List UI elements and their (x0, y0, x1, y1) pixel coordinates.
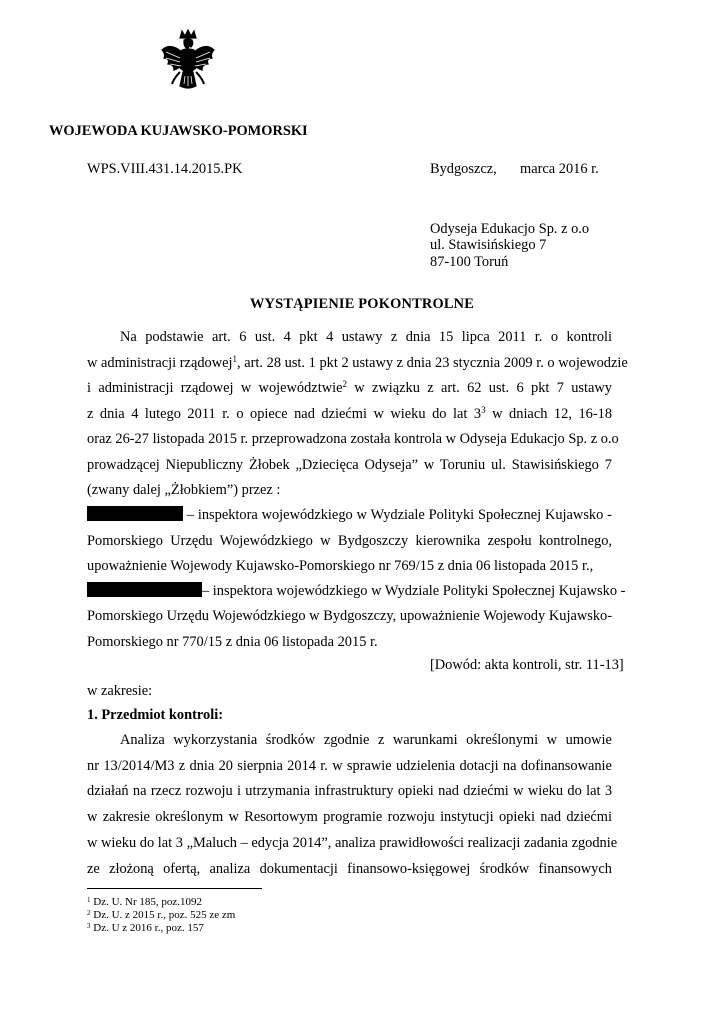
intro-word: r. (536, 354, 544, 371)
section-word: i (236, 783, 241, 800)
inspector-2-authorization: Pomorskiego nr 770/15 z dnia 06 listopada 2015 r. (87, 634, 378, 650)
intro-word: 28 (266, 354, 282, 371)
section-word: wieku (101, 834, 137, 851)
inspector-2-word: Pomorskiego (87, 608, 163, 624)
inspector-1-line-2 (87, 532, 612, 550)
intro-word: ust. (284, 354, 306, 371)
intro-word: Toruniu (439, 456, 486, 473)
footnote-marker: 1 (232, 353, 238, 364)
section-word: prawidłowości (379, 834, 465, 851)
section-word: w (87, 809, 98, 826)
intro-word: $3^3$ (473, 404, 486, 422)
intro-word: o (550, 329, 559, 345)
intro-line-3 (87, 379, 612, 397)
intro-word: z (396, 354, 404, 371)
section-line-2 (87, 757, 612, 775)
intro-word: w (87, 354, 98, 371)
intro-word: opiece (250, 405, 288, 422)
inspector-2-word: w (371, 583, 382, 599)
intro-word: pkt (319, 354, 338, 371)
intro-word: województwie$^2$ (258, 379, 347, 396)
intro-word: związku (372, 380, 420, 396)
redacted-name-2 (87, 582, 202, 597)
section-word: opieki (397, 783, 434, 800)
intro-line-1 (120, 328, 612, 346)
intro-word: kontrola (394, 431, 442, 447)
intro-word: rządowej (180, 380, 234, 396)
inspector-2-word: Wojewody (483, 608, 546, 624)
section-word: r. (320, 757, 328, 774)
intro-word: z (427, 380, 434, 396)
section-word: z (178, 757, 186, 774)
intro-line-7 (87, 481, 280, 499)
intro-word: Edukacjo (510, 431, 565, 447)
section-word: 13/2014/M3 (103, 757, 175, 774)
section-word: 20 (218, 757, 233, 774)
section-word: programie (323, 809, 383, 826)
intro-word: 2015 (208, 431, 237, 447)
section-word: ze (87, 860, 100, 877)
section-word: 3 (604, 783, 613, 800)
intro-word: oraz (87, 431, 112, 447)
section-word: w (546, 732, 558, 748)
inspector-2-word: Wojewódzkiego (212, 608, 306, 624)
intro-line-4 (87, 405, 612, 423)
section-word: edycja (251, 834, 289, 851)
inspector-1-word: Kujawsko (544, 507, 604, 523)
intro-word: w (492, 405, 503, 422)
intro-word: i (87, 380, 91, 396)
section-word: zgodnie (323, 732, 370, 748)
section-line-3 (87, 782, 612, 800)
inspector-2-word: Kujawsko- (548, 608, 613, 624)
section-word: analiza (209, 860, 251, 877)
section-word: lat (157, 834, 173, 851)
footnote-text: Dz. U. Nr 185, poz.1092 (90, 896, 203, 908)
intro-word: r. (222, 405, 230, 422)
intro-word: dziećmi (321, 405, 367, 422)
intro-word: wojewodzie (558, 354, 628, 371)
intro-word: 7 (604, 456, 612, 473)
inspector-2-line-2 (87, 607, 612, 625)
intro-word: rządowej$^1$, (179, 353, 241, 371)
section-word: 2014”, (292, 834, 332, 851)
section-line-6 (87, 860, 612, 878)
section-word: realizacji (467, 834, 521, 851)
section-word: opieki (498, 809, 535, 826)
inspector-1-word: wojewódzkiego (261, 507, 353, 523)
section-word: dziećmi (566, 809, 612, 826)
footnote-2 (87, 909, 235, 922)
section-word: w (513, 783, 524, 800)
inspector-1-word: kierownika (415, 533, 481, 549)
intro-word: 4 (326, 329, 334, 345)
section-title: 1. Przedmiot kontroli: (87, 707, 224, 723)
inspector-1-word: kontrolnego, (538, 533, 613, 549)
intro-word: ustawy (571, 380, 612, 396)
inspector-1-word: Społecznej (478, 507, 542, 523)
section-word: sierpnia (237, 757, 283, 774)
polish-eagle-emblem-icon (158, 28, 218, 98)
footnote-number: 1 (87, 896, 91, 904)
inspector-2-word: – inspektora (202, 583, 273, 599)
intro-word: 16-18 (578, 405, 613, 422)
section-word: sprawie (346, 757, 392, 774)
intro-word: „Dziecięca (295, 456, 359, 473)
intro-word: przeprowadzona (251, 431, 347, 447)
inspector-1-word: Polityki (428, 507, 475, 523)
inspector-1-word: w (320, 533, 331, 549)
intro-word: o (236, 405, 244, 422)
intro-word: Stawisińskiego (511, 456, 599, 473)
intro-word: r. (240, 431, 249, 447)
intro-word: w (423, 456, 435, 473)
intro-word: lutego (144, 405, 181, 422)
intro-word: Żłobek (248, 456, 290, 473)
intro-word: 1 (308, 354, 316, 371)
intro-word: dnia (405, 329, 431, 345)
section-word: rzecz (150, 783, 182, 800)
inspector-2-word: Bydgoszczy, (323, 608, 397, 624)
office-title: WOJEWODA KUJAWSKO-POMORSKI (49, 123, 308, 139)
intro-word: 62 (467, 380, 482, 396)
intro-word: o (547, 354, 555, 371)
inspector-1-word: Wojewódzkiego (219, 533, 313, 549)
section-word: na (502, 757, 517, 774)
footnote-text: Dz. U z 2016 r., poz. 157 (90, 922, 204, 934)
intro-word: lat (453, 405, 468, 422)
inspector-1-word: Pomorskiego (87, 533, 163, 549)
section-word: zgodnie (571, 834, 618, 851)
section-word: na (132, 783, 147, 800)
section-word: – (240, 834, 248, 851)
redacted-name-1 (87, 506, 183, 521)
intro-text: (zwany dalej „Żłobkiem”) przez : (87, 482, 281, 498)
footnote-marker: 3 (481, 404, 486, 415)
intro-word: art. (244, 354, 264, 371)
intro-word: stycznia (453, 354, 501, 371)
intro-word: podstawie (145, 329, 204, 345)
section-word: rozwoju (387, 809, 435, 826)
intro-word: 2009 (503, 354, 533, 371)
footnote-number: 3 (87, 922, 91, 930)
section-word: warunkami (392, 732, 458, 748)
section-word: złożoną (109, 860, 154, 877)
section-word: wieku (527, 783, 564, 800)
intro-word: administracji (101, 354, 177, 371)
section-word: z (377, 732, 385, 748)
section-word: do (567, 783, 582, 800)
intro-word: r. (534, 329, 543, 345)
intro-word: listopada (152, 431, 205, 447)
intro-word: z (87, 405, 94, 422)
inspector-1-word: w (356, 507, 367, 523)
footnote-number: 2 (87, 909, 91, 917)
footnote-1 (87, 896, 202, 909)
reference-number: WPS.VIII.431.14.2015.PK (87, 161, 243, 177)
intro-word: z (590, 431, 598, 447)
letter-date: marca 2016 r. (520, 161, 599, 177)
inspector-1-word: zespołu (487, 533, 532, 549)
intro-word: ustawy (352, 354, 394, 371)
section-word: w (332, 757, 343, 774)
section-word: do (139, 834, 155, 851)
inspector-2-word: wojewódzkiego (276, 583, 368, 599)
section-line-5 (87, 834, 618, 852)
intro-word: w (373, 405, 384, 422)
section-word: nad (540, 809, 562, 826)
intro-word: 4 (283, 329, 291, 345)
intro-line-6 (87, 456, 612, 474)
section-word: działań (87, 783, 129, 800)
recipient-name: Odyseja Edukacjo Sp. z o.o (430, 221, 590, 237)
intro-word: Sp. (568, 431, 588, 447)
intro-word: wieku (390, 405, 426, 422)
evidence-note: [Dowód: akta kontroli, str. 11-13] (430, 657, 624, 673)
intro-word: do (432, 405, 447, 422)
intro-word: Odyseja (459, 431, 507, 447)
intro-word: ul. (491, 456, 506, 473)
inspector-2-word: Wydziale (384, 583, 440, 599)
intro-word: została (350, 431, 391, 447)
intro-word: 12, (553, 405, 572, 422)
intro-word: 2011 (498, 329, 527, 345)
intro-word: 6 (239, 329, 247, 345)
inspector-2-word: upoważnienie (399, 608, 480, 624)
section-word: w (228, 809, 239, 826)
section-word: środków (265, 732, 316, 748)
section-word: 2014 (287, 757, 316, 774)
inspector-1-word: – (186, 507, 195, 523)
footnote-divider (87, 888, 262, 889)
intro-word: ust. (254, 329, 276, 345)
intro-word: pkt (531, 380, 550, 396)
inspector-2-word: Urzędu (166, 608, 209, 624)
footnote-marker: 2 (342, 379, 347, 389)
intro-word: 23 (435, 354, 450, 371)
footnote-text: Dz. U. z 2015 r., poz. 525 ze zm (90, 909, 236, 921)
section-word: zadania (524, 834, 568, 851)
section-word: rozwoju (185, 783, 233, 800)
letter-place: Bydgoszcz, (430, 161, 497, 177)
intro-word: art. (440, 380, 460, 396)
section-word: Resortowym (244, 809, 318, 826)
intro-word: dnia (406, 354, 432, 371)
intro-word: Niepubliczny (165, 456, 244, 473)
recipient-street: ul. Stawisińskiego 7 (430, 237, 547, 253)
intro-word: ust. (488, 380, 510, 396)
section-word: dziećmi (463, 783, 509, 800)
section-word: określonymi (466, 732, 539, 748)
intro-word: 4 (131, 405, 139, 422)
inspector-2-line-1 (87, 582, 626, 600)
intro-word: w (354, 380, 365, 396)
inspector-1-word: - (607, 507, 612, 523)
recipient-city: 87-100 Toruń (430, 254, 509, 270)
section-word: Analiza (120, 732, 165, 748)
section-word: wykorzystania (173, 732, 258, 748)
document-title: WYSTĄPIENIE POKONTROLNE (249, 296, 475, 312)
section-line-1 (120, 731, 612, 749)
intro-word: 7 (556, 380, 564, 396)
intro-word: w (240, 380, 252, 396)
section-word: finansowych (538, 860, 612, 877)
section-word: nad (438, 783, 459, 800)
section-word: określonym (155, 809, 224, 826)
intro-word: administracji (98, 380, 174, 396)
intro-word: art. (211, 329, 231, 345)
section-word: nr (87, 757, 99, 774)
inspector-1-line-1 (87, 506, 612, 524)
intro-word: ustawy (341, 329, 383, 345)
intro-word: nad (294, 405, 315, 422)
section-word: finansowo-księgowej (347, 860, 471, 877)
inspector-1-word: Wydziale (370, 507, 425, 523)
section-word: infrastruktury (314, 783, 394, 800)
section-word: środków (479, 860, 530, 877)
intro-word: pkt (299, 329, 318, 345)
section-word: dofinansowanie (520, 757, 612, 774)
inspector-1-word: Urzędu (170, 533, 213, 549)
section-word: dnia (189, 757, 215, 774)
intro-word: kontroli (566, 329, 613, 345)
intro-word: 26-27 (115, 431, 149, 447)
section-word: umowie (565, 732, 612, 748)
intro-word: z (390, 329, 398, 345)
inspector-2-word: w (309, 608, 320, 624)
section-word: instytucji (440, 809, 494, 826)
section-word: 3 (175, 834, 183, 851)
inspector-2-word: Kujawsko (558, 583, 618, 599)
intro-word: 6 (516, 380, 524, 396)
intro-word: Na (120, 329, 137, 345)
section-word: lat (586, 783, 601, 800)
section-word: analiza (334, 834, 376, 851)
intro-word: 2011 (187, 405, 216, 422)
inspector-1-authorization: upoważnienie Wojewody Kujawsko-Pomorskiego nr 769/15 z dnia 06 listopada 2015 r., (87, 558, 594, 574)
inspector-2-word: Społecznej (491, 583, 556, 599)
section-word: udzielenia (395, 757, 456, 774)
intro-word: dnia (99, 405, 125, 422)
section-word: zakresie (102, 809, 150, 826)
section-word: utrzymania (245, 783, 311, 800)
intro-word: prowadzącej (87, 456, 160, 473)
inspector-1-word: inspektora (197, 507, 258, 523)
intro-word: dniach (509, 405, 548, 422)
intro-word: o.o (600, 431, 619, 447)
section-word: ofertą, (163, 860, 201, 877)
scope-label: w zakresie: (87, 683, 153, 699)
inspector-1-word: Bydgoszczy (337, 533, 409, 549)
section-word: dotacji (459, 757, 499, 774)
intro-word: Odyseja” (364, 456, 419, 473)
section-word: dokumentacji (259, 860, 338, 877)
section-word: „Maluch (186, 834, 237, 851)
intro-word: 15 (438, 329, 454, 345)
section-line-4 (87, 808, 612, 826)
intro-word: 2 (341, 354, 349, 371)
inspector-2-word: - (620, 583, 626, 599)
footnote-3 (87, 922, 204, 935)
intro-word: lipca (461, 329, 490, 345)
section-word: w (87, 834, 98, 851)
intro-line-5 (87, 430, 619, 448)
intro-line-2 (87, 353, 628, 372)
intro-word: w (445, 431, 457, 447)
inspector-2-word: Polityki (442, 583, 489, 599)
